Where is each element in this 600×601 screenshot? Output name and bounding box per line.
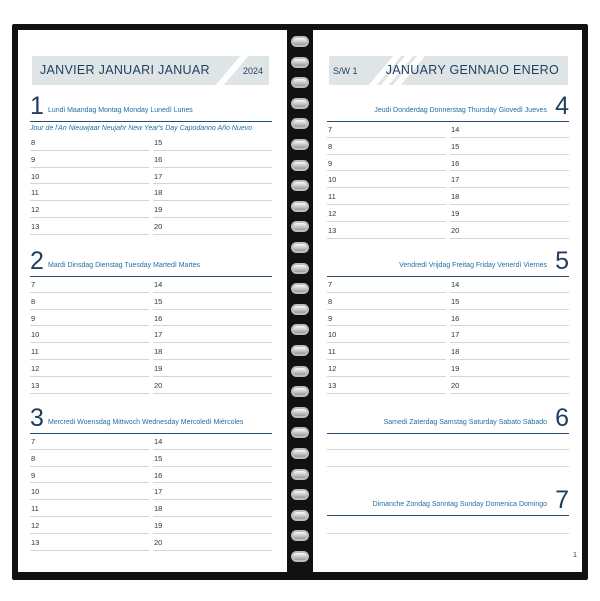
binding-ring xyxy=(291,510,309,521)
hour-label: 14 xyxy=(154,437,163,446)
binding-ring xyxy=(291,221,309,232)
hour-label: 19 xyxy=(154,520,163,530)
hour-label: 11 xyxy=(31,504,39,514)
binding-ring xyxy=(291,407,309,418)
hour-label: 15 xyxy=(451,296,460,306)
day-names: Mardi Dinsdag Dienstag Tuesday Martedì Martes xyxy=(48,262,201,269)
slots-col-2 xyxy=(450,121,569,239)
time-slot xyxy=(327,188,446,205)
time-slot xyxy=(153,134,272,151)
writing-line xyxy=(327,533,569,534)
binding-ring xyxy=(291,551,309,562)
day-section-4 xyxy=(327,94,569,244)
hour-label: 15 xyxy=(154,296,163,306)
slots-col-2 xyxy=(450,276,569,394)
day-section-6 xyxy=(327,406,569,476)
hour-label: 19 xyxy=(451,208,460,218)
day-rule xyxy=(327,515,569,516)
time-slot xyxy=(327,205,446,222)
binding-ring xyxy=(291,180,309,191)
binding-ring xyxy=(291,36,309,47)
time-slot xyxy=(153,343,272,360)
hour-label: 9 xyxy=(31,470,36,480)
hour-label: 8 xyxy=(31,138,36,147)
time-slot xyxy=(30,450,149,467)
day-number: 4 xyxy=(555,92,569,120)
hour-label: 10 xyxy=(31,330,40,340)
page-number: 1 xyxy=(572,550,577,559)
hour-label: 16 xyxy=(154,154,163,164)
day-number: 6 xyxy=(555,404,569,432)
slots-col-1 xyxy=(327,276,446,394)
time-slot xyxy=(30,310,149,327)
time-slot xyxy=(153,168,272,185)
time-slot xyxy=(327,121,446,138)
time-slot xyxy=(327,377,446,394)
hour-label: 18 xyxy=(451,347,460,357)
hour-label: 11 xyxy=(328,347,336,357)
week-number: S/W 1 xyxy=(333,66,358,76)
time-slot xyxy=(153,360,272,377)
time-slot xyxy=(30,377,149,394)
right-page xyxy=(313,30,582,572)
hour-label: 7 xyxy=(328,125,333,134)
time-slot xyxy=(327,155,446,172)
time-slot xyxy=(153,293,272,310)
hour-label: 11 xyxy=(31,188,39,198)
hour-label: 7 xyxy=(31,280,36,289)
time-slot xyxy=(30,326,149,343)
time-slot xyxy=(153,276,272,293)
time-slot xyxy=(30,534,149,551)
time-slot xyxy=(30,467,149,484)
hour-label: 14 xyxy=(154,280,163,289)
hour-label: 13 xyxy=(328,225,337,235)
day-names: Lundi Maandag Montag Monday Lunedì Lunes xyxy=(48,107,193,114)
binding-ring xyxy=(291,57,309,68)
hour-label: 10 xyxy=(328,175,337,185)
day-number: 7 xyxy=(555,486,569,514)
month-header-left xyxy=(32,56,269,85)
hour-label: 9 xyxy=(328,158,333,168)
month-title-left: JANVIER JANUARI JANUAR xyxy=(40,63,210,77)
year-label: 2024 xyxy=(242,66,263,76)
binding-ring xyxy=(291,201,309,212)
hour-label: 19 xyxy=(451,363,460,373)
binding-ring xyxy=(291,386,309,397)
time-slot xyxy=(153,151,272,168)
time-slot xyxy=(153,450,272,467)
time-slot xyxy=(153,517,272,534)
time-slot xyxy=(450,343,569,360)
time-slot xyxy=(153,310,272,327)
time-slot xyxy=(450,188,569,205)
hour-label: 12 xyxy=(31,363,40,373)
time-slot xyxy=(153,433,272,450)
day-number: 5 xyxy=(555,247,569,275)
time-slot xyxy=(450,377,569,394)
time-slot xyxy=(30,517,149,534)
time-slot xyxy=(327,138,446,155)
hour-label: 8 xyxy=(31,453,36,463)
hour-label: 20 xyxy=(451,380,460,390)
binding-ring xyxy=(291,489,309,500)
time-slot xyxy=(153,534,272,551)
time-slot xyxy=(327,310,446,327)
month-header-right xyxy=(329,56,568,85)
hour-label: 17 xyxy=(154,330,163,340)
spiral-binding xyxy=(287,30,313,572)
slots-col-1 xyxy=(30,276,149,394)
day-rule xyxy=(327,433,569,434)
time-slot xyxy=(450,360,569,377)
binding-ring xyxy=(291,242,309,253)
time-slot xyxy=(327,326,446,343)
hour-label: 8 xyxy=(328,141,333,151)
day-section-7 xyxy=(327,488,569,558)
binding-ring xyxy=(291,345,309,356)
day-number: 2 xyxy=(30,247,44,275)
time-slot xyxy=(153,467,272,484)
hour-label: 17 xyxy=(451,330,460,340)
hour-label: 7 xyxy=(31,437,36,446)
time-slot xyxy=(327,343,446,360)
day-section-1 xyxy=(30,94,272,244)
hour-label: 17 xyxy=(154,487,163,497)
time-slot xyxy=(30,134,149,151)
binding-ring xyxy=(291,139,309,150)
day-rule xyxy=(30,121,272,122)
hour-label: 20 xyxy=(154,537,163,547)
hour-label: 8 xyxy=(328,296,333,306)
hour-label: 7 xyxy=(328,280,333,289)
hour-label: 17 xyxy=(451,175,460,185)
time-slot xyxy=(450,138,569,155)
hour-label: 18 xyxy=(154,504,163,514)
hour-label: 12 xyxy=(328,363,337,373)
time-slot xyxy=(30,151,149,168)
hour-label: 16 xyxy=(451,313,460,323)
writing-line xyxy=(327,466,569,467)
day-number: 1 xyxy=(30,92,44,120)
time-slot xyxy=(450,205,569,222)
time-slot xyxy=(327,293,446,310)
slots-col-2 xyxy=(153,276,272,394)
time-slot xyxy=(30,483,149,500)
time-slot xyxy=(153,184,272,201)
hour-label: 14 xyxy=(451,125,460,134)
slots-col-2 xyxy=(153,433,272,551)
hour-label: 20 xyxy=(154,221,163,231)
time-slot xyxy=(30,218,149,235)
hour-label: 16 xyxy=(451,158,460,168)
hour-label: 15 xyxy=(451,141,460,151)
day-number: 3 xyxy=(30,404,44,432)
day-names: Dimanche Zondag Sonntag Sunday Domenica Domingo xyxy=(372,501,547,508)
hour-label: 13 xyxy=(31,221,40,231)
binding-ring xyxy=(291,283,309,294)
hour-label: 13 xyxy=(31,380,40,390)
hour-label: 15 xyxy=(154,138,163,147)
binding-ring xyxy=(291,263,309,274)
slots-col-1 xyxy=(30,433,149,551)
time-slot xyxy=(153,377,272,394)
time-slot xyxy=(30,360,149,377)
hour-label: 11 xyxy=(328,192,336,202)
hour-label: 9 xyxy=(328,313,333,323)
slots-col-1 xyxy=(327,121,446,239)
hour-label: 11 xyxy=(31,347,39,357)
hour-label: 12 xyxy=(31,205,40,215)
hour-label: 10 xyxy=(328,330,337,340)
hour-label: 12 xyxy=(328,208,337,218)
time-slot xyxy=(30,293,149,310)
hour-label: 16 xyxy=(154,470,163,480)
hour-label: 20 xyxy=(154,380,163,390)
time-slot xyxy=(153,483,272,500)
time-slot xyxy=(450,310,569,327)
month-title-right: JANUARY GENNAIO ENERO xyxy=(385,63,559,77)
holiday-label: Jour de l'An Nieuwjaar Neujahr New Year's Day Capodanno Año Nuevo xyxy=(30,125,253,132)
binding-ring xyxy=(291,448,309,459)
hour-label: 10 xyxy=(31,487,40,497)
binding-ring xyxy=(291,98,309,109)
binding-ring xyxy=(291,304,309,315)
hour-label: 18 xyxy=(451,192,460,202)
time-slot xyxy=(450,326,569,343)
slots-col-1 xyxy=(30,134,149,235)
time-slot xyxy=(450,276,569,293)
hour-label: 13 xyxy=(31,537,40,547)
slots-col-2 xyxy=(153,134,272,235)
hour-label: 19 xyxy=(154,363,163,373)
hour-label: 9 xyxy=(31,154,36,164)
hour-label: 14 xyxy=(451,280,460,289)
day-section-5 xyxy=(327,249,569,399)
hour-label: 18 xyxy=(154,347,163,357)
day-names: Jeudi Donderdag Donnerstag Thursday Giovedì Jueves xyxy=(374,107,547,114)
day-names: Samedi Zaterdag Samstag Saturday Sabato Sábado xyxy=(383,419,547,426)
time-slot xyxy=(30,184,149,201)
hour-label: 13 xyxy=(328,380,337,390)
time-slot xyxy=(450,155,569,172)
day-section-2 xyxy=(30,249,272,399)
time-slot xyxy=(30,343,149,360)
hour-label: 16 xyxy=(154,313,163,323)
binding-ring xyxy=(291,77,309,88)
left-page xyxy=(18,30,287,572)
time-slot xyxy=(327,276,446,293)
time-slot xyxy=(450,121,569,138)
hour-label: 15 xyxy=(154,453,163,463)
binding-ring xyxy=(291,160,309,171)
day-section-3 xyxy=(30,406,272,556)
time-slot xyxy=(30,276,149,293)
time-slot xyxy=(153,500,272,517)
hour-label: 18 xyxy=(154,188,163,198)
writing-line xyxy=(327,449,569,450)
hour-label: 12 xyxy=(31,520,40,530)
hour-label: 19 xyxy=(154,205,163,215)
binding-ring xyxy=(291,324,309,335)
time-slot xyxy=(30,433,149,450)
time-slot xyxy=(30,201,149,218)
time-slot xyxy=(450,171,569,188)
time-slot xyxy=(30,168,149,185)
time-slot xyxy=(327,171,446,188)
binding-ring xyxy=(291,469,309,480)
binding-ring xyxy=(291,118,309,129)
time-slot xyxy=(153,201,272,218)
hour-label: 10 xyxy=(31,171,40,181)
hour-label: 20 xyxy=(451,225,460,235)
binding-ring xyxy=(291,366,309,377)
time-slot xyxy=(327,360,446,377)
time-slot xyxy=(450,222,569,239)
time-slot xyxy=(327,222,446,239)
time-slot xyxy=(153,218,272,235)
time-slot xyxy=(153,326,272,343)
binding-ring xyxy=(291,530,309,541)
time-slot xyxy=(450,293,569,310)
hour-label: 9 xyxy=(31,313,36,323)
day-names: Mercredi Woensdag Mittwoch Wednesday Mercoledì Miércoles xyxy=(48,419,244,426)
hour-label: 8 xyxy=(31,296,36,306)
day-names: Vendredi Vrijdag Freitag Friday Venerdì Viernes xyxy=(399,262,547,269)
time-slot xyxy=(30,500,149,517)
hour-label: 17 xyxy=(154,171,163,181)
binding-ring xyxy=(291,427,309,438)
